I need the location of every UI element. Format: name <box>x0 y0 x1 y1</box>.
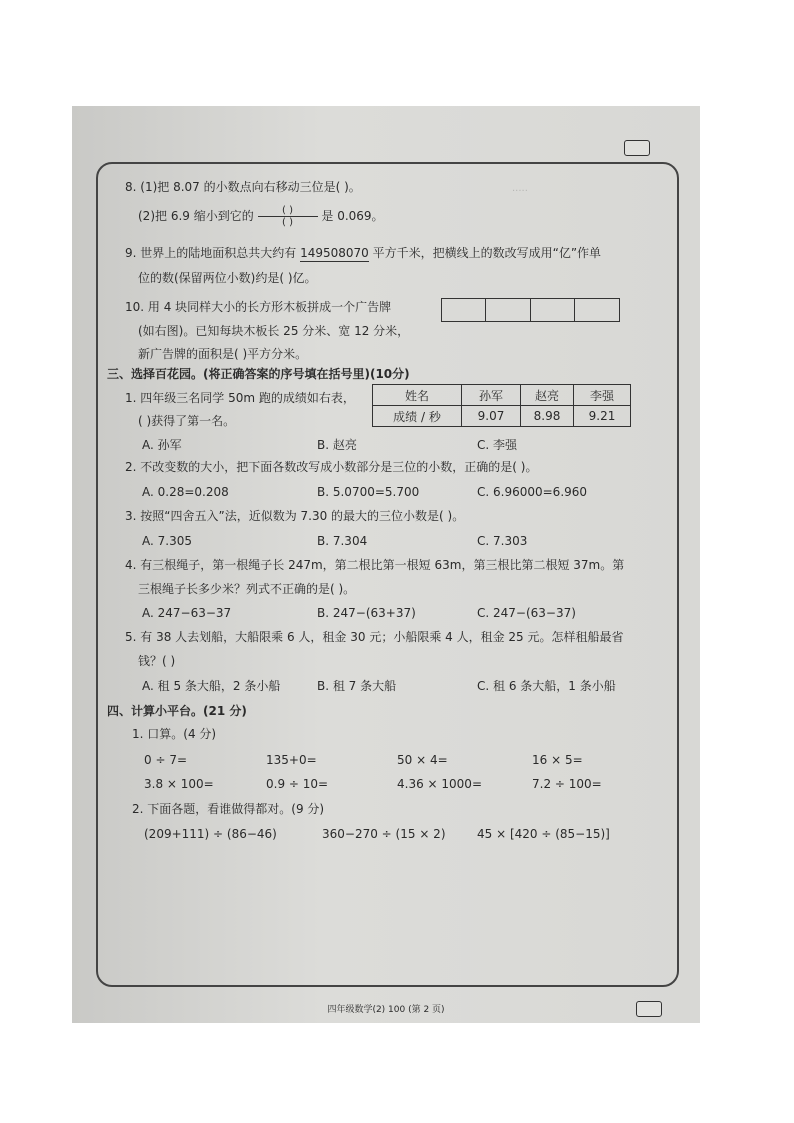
q10-line3: 新广告牌的面积是( )平方分米。 <box>138 347 308 361</box>
mc3-option-a: A. 7.305 <box>142 534 192 548</box>
q9-line1-pre: 9. 世界上的陆地面积总共大约有 <box>125 246 301 260</box>
mc5-question-line1: 5. 有 38 人去划船，大船限乘 6 人，租金 30 元；小船限乘 4 人，租金 25 元。怎样租船最省 <box>125 630 624 644</box>
q8-line2-pre: (2)把 6.9 缩小到它的 <box>138 209 254 223</box>
advert-board-diagram <box>442 298 620 322</box>
page-footer: 四年级数学(2) 100 (第 2 页) <box>327 1005 445 1015</box>
mc1-option-c: C. 李强 <box>477 438 518 452</box>
cell-zhaoliang: 8.98 <box>521 406 574 427</box>
frac-top: ( ) <box>282 205 294 216</box>
calc1-r2c1: 3.8 × 100= <box>144 777 214 791</box>
grade-table-header <box>373 385 631 406</box>
calc1-r2c2: 0.9 ÷ 10= <box>266 777 329 791</box>
frac-bottom: ( ) <box>282 217 294 228</box>
exam-sheet <box>72 106 700 1023</box>
q8-line1: 8. (1)把 8.07 的小数点向右移动三位是( )。 <box>125 180 361 194</box>
board-2 <box>485 298 531 322</box>
mc5-option-b: B. 租 7 条大船 <box>317 679 397 693</box>
calc2-item-2: 360−270 ÷ (15 × 2) <box>322 827 446 841</box>
board-3 <box>530 298 576 322</box>
bleed-through-mark: ····· <box>512 186 528 197</box>
calc2-item-3: 45 × [420 ÷ (85−15)] <box>477 827 610 841</box>
grade-table-row <box>373 406 631 427</box>
calc1-r1c2: 135+0= <box>266 753 317 767</box>
mc2-option-c: C. 6.96000=6.960 <box>477 485 588 499</box>
row-label: 成绩 / 秒 <box>373 406 462 427</box>
mc5-question-line2: 钱？( ) <box>138 654 176 668</box>
cell-sunjun: 9.07 <box>462 406 521 427</box>
mc1-q-line2: ( )获得了第一名。 <box>138 414 236 428</box>
mc3-option-c: C. 7.303 <box>477 534 528 548</box>
mc2-option-b: B. 5.0700=5.700 <box>317 485 420 499</box>
mc3-option-b: B. 7.304 <box>317 534 368 548</box>
q8-fraction-blank[interactable] <box>258 206 318 227</box>
mc4-option-c: C. 247−(63−37) <box>477 606 576 620</box>
header-liqiang: 李强 <box>574 385 631 406</box>
mc4-option-a: A. 247−63−37 <box>142 606 232 620</box>
q10-line2: (如右图)。已知每块木板长 25 分米、宽 12 分米， <box>138 324 410 338</box>
mc3-question: 3. 按照“四舍五入”法，近似数为 7.30 的最大的三位小数是( )。 <box>125 509 465 523</box>
q9-line1 <box>125 245 601 262</box>
score-box-top <box>624 140 650 156</box>
calc1-r2c4: 7.2 ÷ 100= <box>532 777 602 791</box>
mc4-question-line1: 4. 有三根绳子，第一根绳子长 247m，第二根比第一根短 63m，第三根比第二根短 37m。第 <box>125 558 625 572</box>
q10-line1: 10. 用 4 块同样大小的长方形木板拼成一个广告牌 <box>125 300 392 314</box>
calc2-title: 2. 下面各题，看谁做得都对。(9 分) <box>132 802 325 816</box>
mc2-question: 2. 不改变数的大小，把下面各数改写成小数部分是三位的小数，正确的是( )。 <box>125 460 538 474</box>
section4-title: 四、计算小平台。(21 分) <box>107 704 247 718</box>
mc4-question-line2: 三根绳子长多少米？列式不正确的是( )。 <box>138 582 356 596</box>
header-name: 姓名 <box>373 385 462 406</box>
mc2-option-a: A. 0.28=0.208 <box>142 485 229 499</box>
mc1-option-a: A. 孙军 <box>142 438 182 452</box>
header-sunjun: 孙军 <box>462 385 521 406</box>
q9-line2: 位的数(保留两位小数)约是( )亿。 <box>138 271 317 285</box>
mc1-q-line1: 1. 四年级三名同学 50m 跑的成绩如右表， <box>125 391 355 405</box>
board-4 <box>574 298 620 322</box>
calc2-item-1: (209+111) ÷ (86−46) <box>144 827 277 841</box>
q9-number: 149508070 <box>300 246 369 260</box>
mc5-option-c: C. 租 6 条大船，1 条小船 <box>477 679 616 693</box>
cell-liqiang: 9.21 <box>574 406 631 427</box>
calc1-r2c3: 4.36 × 1000= <box>397 777 482 791</box>
mc4-option-b: B. 247−(63+37) <box>317 606 416 620</box>
calc1-r1c4: 16 × 5= <box>532 753 583 767</box>
calc1-r1c1: 0 ÷ 7= <box>144 753 188 767</box>
q8-line2 <box>138 206 384 227</box>
mc1-option-b: B. 赵亮 <box>317 438 357 452</box>
grade-table <box>372 384 631 427</box>
board-1 <box>441 298 487 322</box>
section3-title: 三、选择百花园。(将正确答案的序号填在括号里)(10分) <box>107 367 410 381</box>
calc1-r1c3: 50 × 4= <box>397 753 448 767</box>
q9-line1-post: 平方千米，把横线上的数改写成用“亿”作单 <box>368 246 602 260</box>
calc1-title: 1. 口算。(4 分) <box>132 727 217 741</box>
mc5-option-a: A. 租 5 条大船，2 条小船 <box>142 679 281 693</box>
q8-line2-post: 是 0.069。 <box>321 209 384 223</box>
header-zhaoliang: 赵亮 <box>521 385 574 406</box>
